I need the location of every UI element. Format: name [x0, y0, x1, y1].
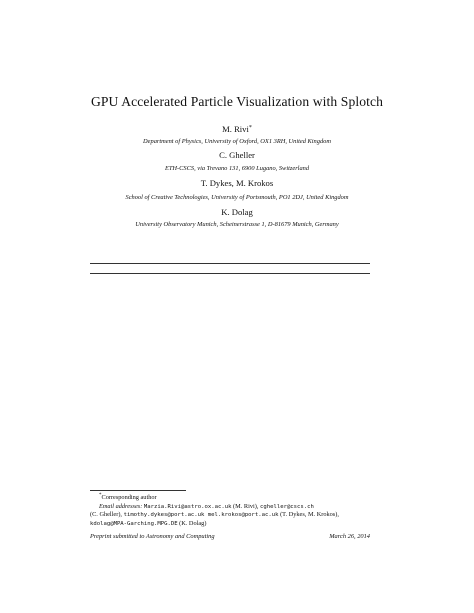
- affiliation-1: Department of Physics, University of Oxford, OX1 3RH, United Kingdom: [143, 138, 331, 145]
- author-names: M. Rivi: [222, 124, 249, 134]
- email-label: Email addresses:: [99, 502, 143, 510]
- footnote-rule: [90, 490, 186, 491]
- footnote-email-line-1: [90, 503, 380, 512]
- footnote-email-line-2: [90, 511, 380, 520]
- affiliation-3: School of Creative Technologies, University of Portsmouth, PO1 2DJ, United Kingdom: [125, 194, 349, 201]
- email-link[interactable]: kdolag@MPA-Garching.MPG.DE: [90, 520, 178, 527]
- author-names: C. Gheller: [219, 150, 255, 160]
- rule-bottom: [90, 273, 370, 274]
- email-owner: (M. Rivi),: [233, 502, 259, 510]
- footnote-email-line-3: [90, 520, 380, 529]
- preprint-date: March 26, 2014: [329, 533, 370, 540]
- email-owner: (C. Gheller),: [90, 511, 122, 519]
- email-owner: (T. Dykes, M. Krokos),: [280, 511, 339, 519]
- paper-title: GPU Accelerated Particle Visualization with Splotch: [90, 94, 384, 109]
- email-link[interactable]: Marzia.Rivi@astro.ox.ac.uk: [143, 503, 232, 510]
- footnote-corresponding: [90, 492, 380, 503]
- affiliation-2: ETH-CSCS, via Trevano 131, 6900 Lugano, Switzerland: [164, 165, 310, 172]
- rule-top: [90, 263, 370, 264]
- preprint-note: Preprint submitted to Astronomy and Computing: [90, 533, 215, 540]
- email-owner: (K. Dolag): [179, 519, 207, 527]
- author-names: K. Dolag: [221, 207, 253, 217]
- footnote-mark: *: [99, 493, 102, 498]
- author-line-1: [0, 124, 474, 134]
- email-link[interactable]: timothy.dykes@port.ac.uk mel.krokos@port.ac.uk: [123, 512, 279, 519]
- footnote: [90, 492, 380, 528]
- author-line-2: [0, 150, 474, 160]
- email-link[interactable]: cgheller@cscs.ch: [260, 503, 314, 510]
- author-line-3: [0, 178, 474, 188]
- footnote-corresponding-text: Corresponding author: [101, 494, 157, 502]
- corresponding-mark: *: [248, 125, 252, 131]
- author-names: T. Dykes, M. Krokos: [200, 178, 274, 188]
- affiliation-4: University Observatory Munich, Scheinerstrasse 1, D-81679 Munich, Germany: [135, 221, 339, 228]
- author-line-4: [0, 207, 474, 217]
